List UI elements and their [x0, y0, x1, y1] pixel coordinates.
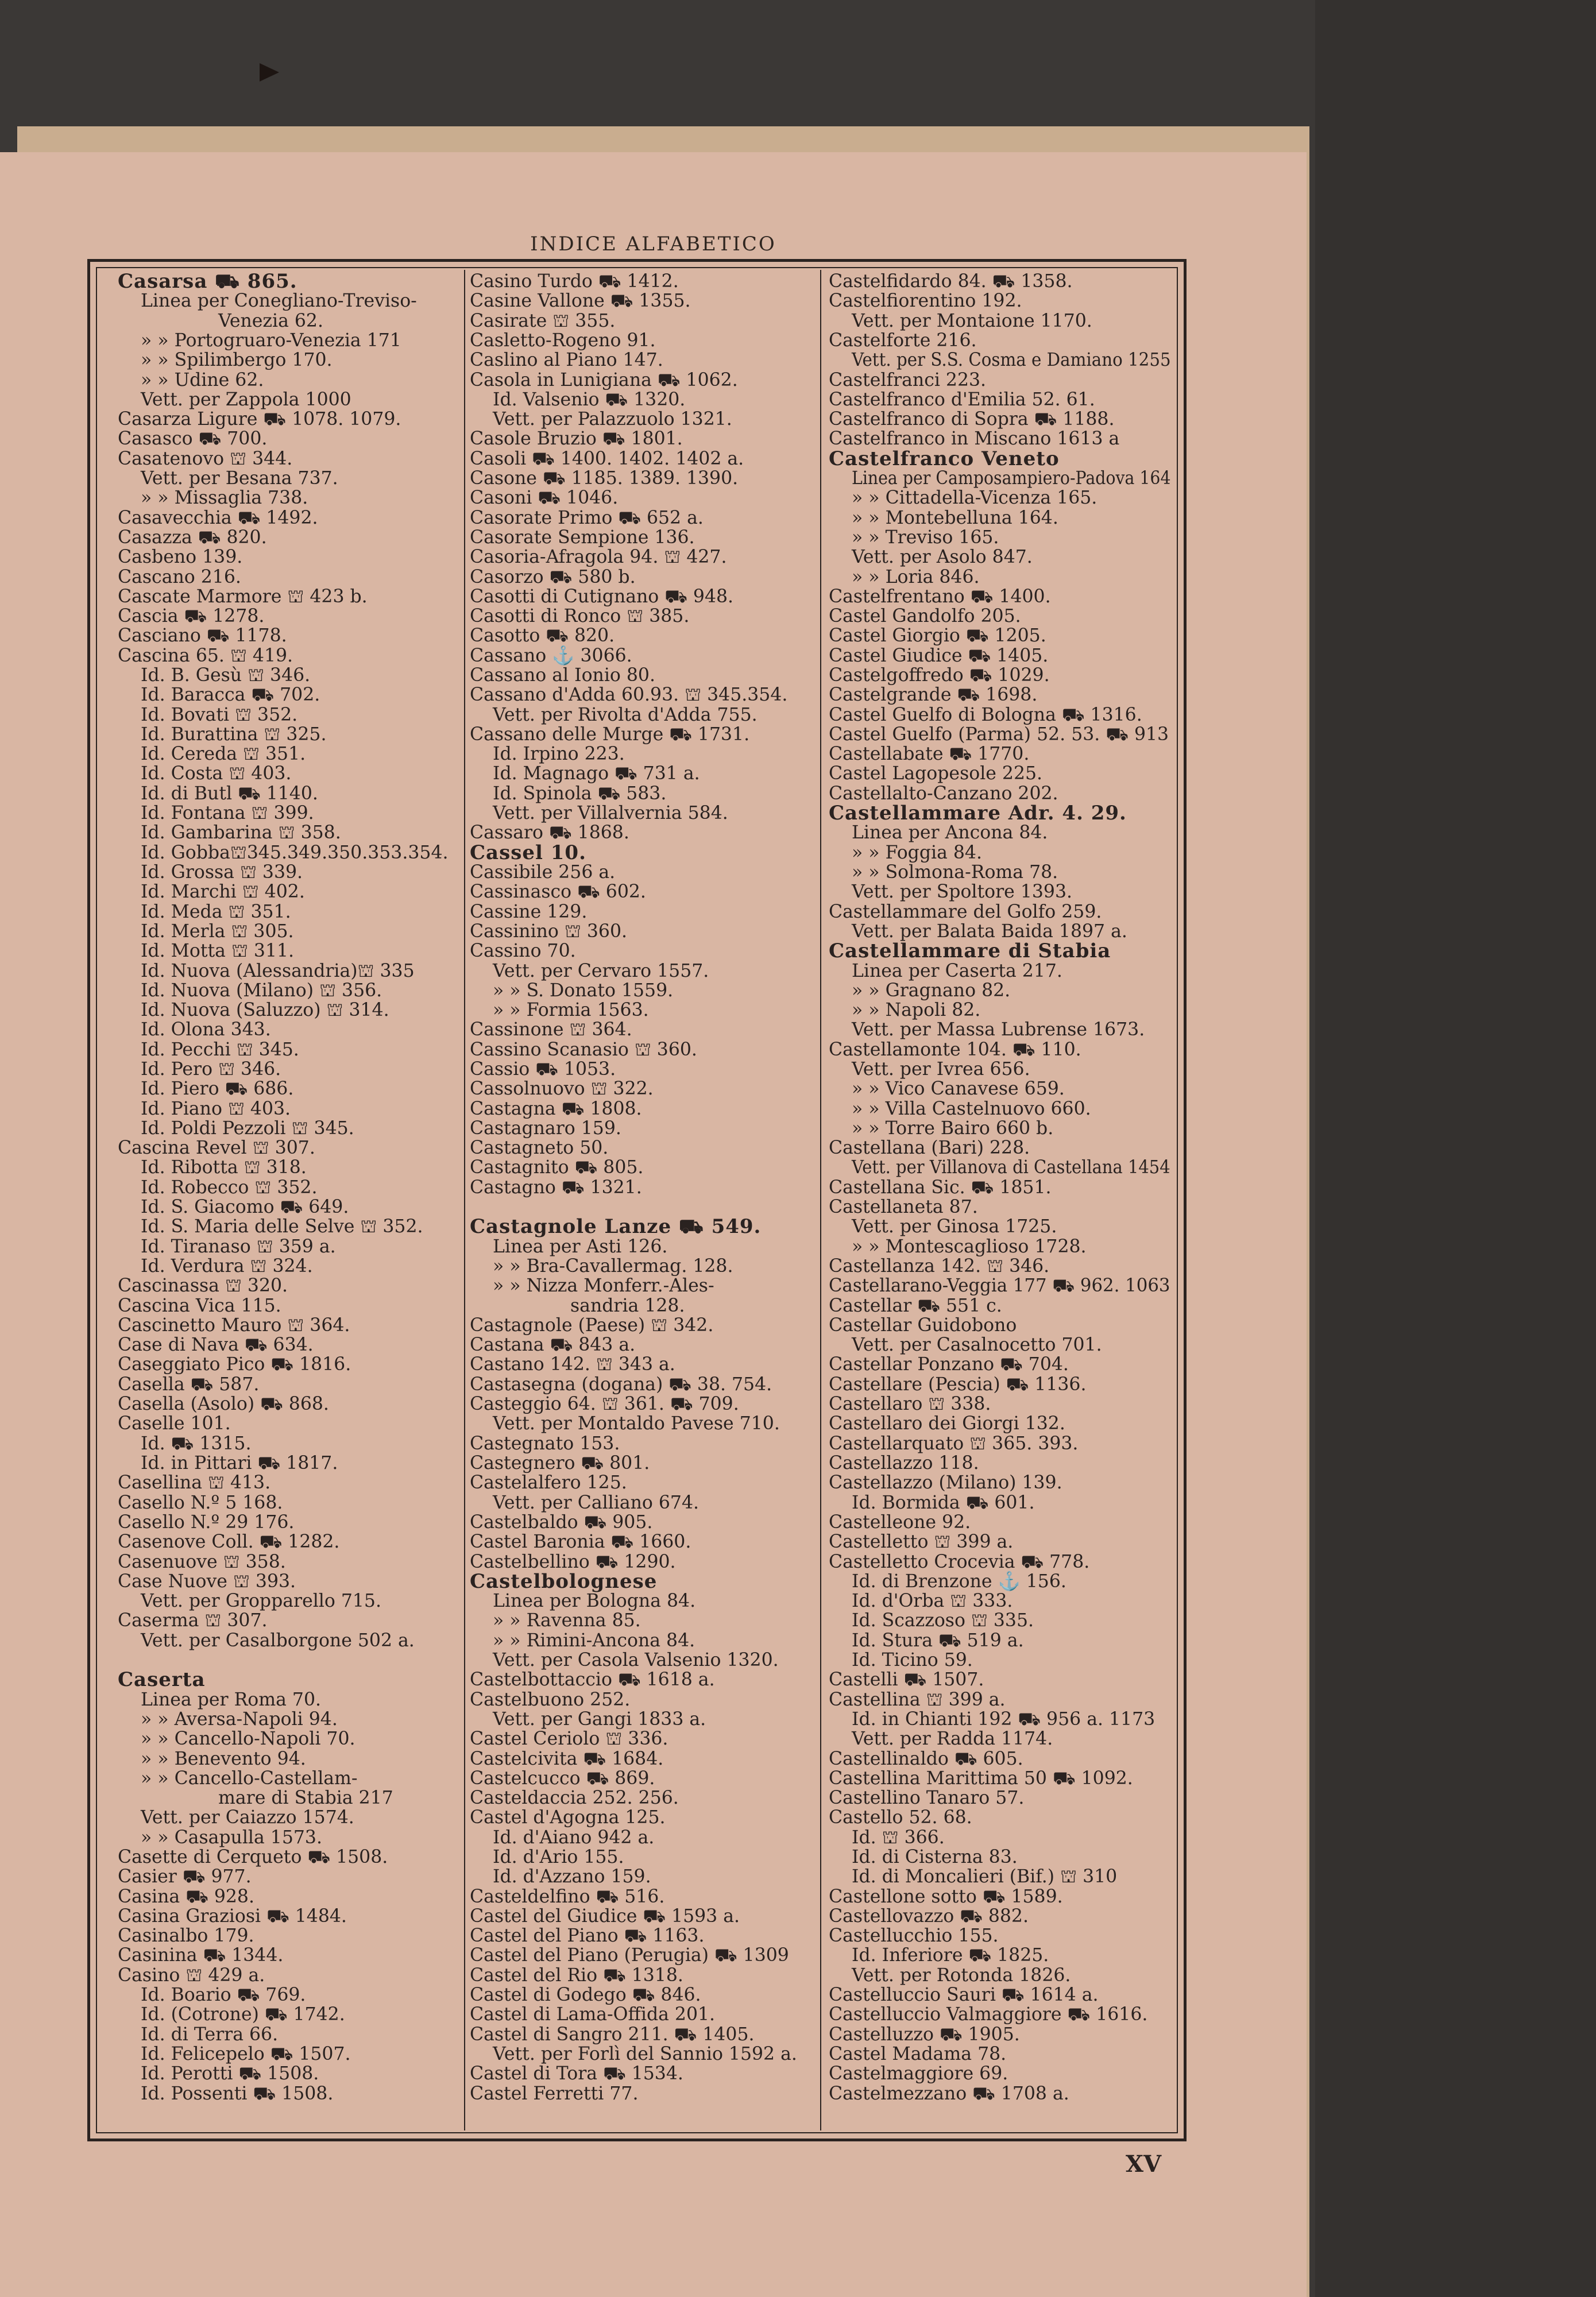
index-entry: Id. in Pittari ⛟ 1817. — [141, 1453, 338, 1474]
index-entry: Casorzo ⛟ 580 b. — [470, 567, 636, 587]
index-entry: Castel del Piano (Perugia) ⛟ 1309 — [470, 1945, 789, 1966]
index-entry: Casatenovo ⛫ 344. — [118, 448, 293, 469]
index-entry: Castelbottaccio ⛟ 1618 a. — [470, 1669, 715, 1690]
index-entry: Castelcucco ⛟ 869. — [470, 1768, 655, 1789]
index-entry: Castelbellino ⛟ 1290. — [470, 1552, 676, 1572]
index-entry: Castelbuono 252. — [470, 1689, 631, 1710]
index-entry: Castasegna (dogana) ⛟ 38. 754. — [470, 1374, 772, 1395]
index-entry: Casinalbo 179. — [118, 1925, 254, 1946]
index-entry: Castel Madama 78. — [829, 2044, 1007, 2064]
index-heading: Casarsa ⛟ 865. — [118, 270, 297, 293]
index-entry: Vett. per Villalvernia 584. — [493, 803, 728, 823]
index-entry: Cascinassa ⛫ 320. — [118, 1275, 288, 1296]
index-entry: Casina ⛟ 928. — [118, 1886, 254, 1907]
index-entry: Vett. per Palazzuolo 1321. — [493, 409, 732, 430]
index-entry: Casotto ⛟ 820. — [470, 625, 615, 646]
index-entry: Caslino al Piano 147. — [470, 350, 663, 370]
index-entry: Id. Costa ⛫ 403. — [141, 763, 292, 784]
index-entry: Castano 142. ⛫ 343 a. — [470, 1354, 675, 1375]
index-entry: Castelmaggiore 69. — [829, 2063, 1008, 2084]
index-entry: » » Torre Bairo 660 b. — [852, 1118, 1054, 1139]
index-entry: Linea per Ancona 84. — [852, 822, 1048, 843]
index-entry: Casello N.º 5 168. — [118, 1492, 283, 1513]
index-entry: Castelluccio Valmaggiore ⛟ 1616. — [829, 2004, 1148, 2025]
index-entry: » » Spilimbergo 170. — [141, 350, 333, 370]
index-entry: » » Villa Castelnuovo 660. — [852, 1099, 1091, 1119]
index-entry: Vett. per Ivrea 656. — [852, 1059, 1030, 1080]
index-column-3 — [829, 272, 1173, 2130]
index-entry: Cassino Scanasio ⛫ 360. — [470, 1039, 697, 1060]
index-entry: Castelletto Crocevia ⛟ 778. — [829, 1552, 1090, 1572]
index-entry: Casasco ⛟ 700. — [118, 428, 268, 449]
index-entry: Id. Cereda ⛫ 351. — [141, 744, 306, 764]
index-entry: Id. Verdura ⛫ 324. — [141, 1256, 313, 1277]
index-entry: » » Aversa-Napoli 94. — [141, 1709, 338, 1730]
index-entry: Castellammare del Golfo 259. — [829, 902, 1102, 922]
index-entry: Casinina ⛟ 1344. — [118, 1945, 284, 1966]
index-entry: Cascinetto Mauro ⛫ 364. — [118, 1315, 350, 1336]
index-entry: Id. Marchi ⛫ 402. — [141, 881, 305, 902]
index-entry: Caseggiato Pico ⛟ 1816. — [118, 1354, 351, 1375]
index-entry: Vett. per Casola Valsenio 1320. — [493, 1650, 779, 1670]
index-entry: Caselle 101. — [118, 1413, 231, 1434]
index-entry: Castelfranco d'Emilia 52. 61. — [829, 389, 1095, 410]
index-entry: Cascina Vica 115. — [118, 1296, 281, 1316]
index-entry: Castel di Godego ⛟ 846. — [470, 1985, 701, 2005]
index-entry: Castellina ⛫ 399 a. — [829, 1689, 1006, 1710]
index-entry: » » Montescaglioso 1728. — [852, 1236, 1087, 1257]
index-entry: Castel Giorgio ⛟ 1205. — [829, 625, 1046, 646]
index-heading: Castelbolognese — [470, 1570, 658, 1593]
index-entry: Id. Valsenio ⛟ 1320. — [493, 389, 686, 410]
index-entry: Casenuove ⛫ 358. — [118, 1552, 286, 1572]
index-entry: Castelfranci 223. — [829, 370, 987, 390]
index-entry: Id. Possenti ⛟ 1508. — [141, 2083, 334, 2104]
index-entry: Case di Nava ⛟ 634. — [118, 1335, 314, 1355]
index-entry: Castel Guelfo di Bologna ⛟ 1316. — [829, 705, 1142, 725]
index-entry: Castelleone 92. — [829, 1512, 971, 1533]
index-entry: Castegnato 153. — [470, 1433, 620, 1454]
index-entry: Castellana (Bari) 228. — [829, 1138, 1030, 1158]
index-entry: Id. di Cisterna 83. — [852, 1847, 1018, 1867]
index-entry: Vett. per Radda 1174. — [852, 1728, 1053, 1749]
index-entry: Casoni ⛟ 1046. — [470, 488, 619, 508]
index-entry: Id. Motta ⛫ 311. — [141, 941, 295, 961]
index-entry: Castellinaldo ⛟ 605. — [829, 1749, 1023, 1769]
index-entry: » » Cancello-Napoli 70. — [141, 1728, 355, 1749]
index-entry: Id. di Terra 66. — [141, 2024, 279, 2045]
index-entry: Id. d'Ario 155. — [493, 1847, 624, 1867]
index-entry: Castel d'Agogna 125. — [470, 1807, 666, 1828]
index-entry: Casteldaccia 252. 256. — [470, 1788, 679, 1808]
index-entry: Cassano d'Adda 60.93. ⛫ 345.354. — [470, 685, 788, 705]
index-entry: Cassolnuovo ⛫ 322. — [470, 1078, 654, 1099]
index-entry: Castelfidardo 84. ⛟ 1358. — [829, 271, 1073, 292]
index-entry: Id. Piano ⛫ 403. — [141, 1099, 291, 1119]
index-entry: Id. B. Gesù ⛫ 346. — [141, 665, 311, 686]
index-entry: Casazza ⛟ 820. — [118, 527, 267, 548]
index-entry: Cascia ⛟ 1278. — [118, 606, 265, 627]
index-entry: Id. Burattina ⛫ 325. — [141, 724, 327, 745]
index-entry: Castelli ⛟ 1507. — [829, 1669, 984, 1690]
index-entry: » » Loria 846. — [852, 567, 980, 587]
index-entry: Vett. per Caiazzo 1574. — [141, 1807, 354, 1828]
index-entry: Linea per Roma 70. — [141, 1689, 322, 1710]
index-entry: Castellarano-Veggia 177 ⛟ 962. 1063 — [829, 1275, 1170, 1296]
index-entry: Castellar Guidobono — [829, 1315, 1017, 1336]
index-entry: Casirate ⛫ 355. — [470, 311, 616, 331]
index-entry: Castelfranco di Sopra ⛟ 1188. — [829, 409, 1115, 430]
index-entry: Id. Poldi Pezzoli ⛫ 345. — [141, 1118, 354, 1139]
index-entry: Casola in Lunigiana ⛟ 1062. — [470, 370, 738, 390]
index-entry: Casletto-Rogeno 91. — [470, 330, 656, 351]
index-entry: Linea per Conegliano-Treviso- — [141, 291, 417, 311]
index-entry: Casavecchia ⛟ 1492. — [118, 508, 318, 528]
index-entry: Vett. per Casalnocetto 701. — [852, 1335, 1102, 1355]
index-entry: » » Portogruaro-Venezia 171 — [141, 330, 401, 351]
index-heading: Castellammare di Stabia — [829, 939, 1111, 962]
index-entry: Id. in Chianti 192 ⛟ 956 a. 1173 — [852, 1709, 1156, 1730]
index-entry: » » Gragnano 82. — [852, 980, 1011, 1001]
index-entry: Vett. per Besana 737. — [141, 468, 338, 489]
index-entry: Linea per Camposampiero-Padova 164 — [852, 468, 1171, 489]
index-entry: Vett. per Spoltore 1393. — [852, 881, 1073, 902]
index-entry: Castel del Giudice ⛟ 1593 a. — [470, 1906, 740, 1927]
index-entry: Id. Piero ⛟ 686. — [141, 1078, 294, 1099]
index-entry: Castellaneta 87. — [829, 1197, 978, 1217]
index-entry: Id. Pero ⛫ 346. — [141, 1059, 281, 1080]
index-entry: » » Cittadella-Vicenza 165. — [852, 488, 1098, 508]
index-entry: Casello N.º 29 176. — [118, 1512, 295, 1533]
index-entry: Id. Robecco ⛫ 352. — [141, 1177, 318, 1198]
index-entry: Vett. per Rivolta d'Adda 755. — [493, 705, 758, 725]
index-entry: Vett. per Gangi 1833 a. — [493, 1709, 706, 1730]
index-entry: Casette di Cerqueto ⛟ 1508. — [118, 1847, 388, 1867]
index-entry: Castel Ferretti 77. — [470, 2083, 639, 2104]
index-entry: » » Benevento 94. — [141, 1749, 306, 1769]
index-entry: » » Cancello-Castellam- — [141, 1768, 358, 1789]
index-entry: Casotti di Cutignano ⛟ 948. — [470, 586, 734, 607]
index-entry: » » Rimini-Ancona 84. — [493, 1630, 695, 1651]
index-entry: Caserma ⛫ 307. — [118, 1610, 268, 1631]
index-entry: Vett. per Forlì del Sannio 1592 a. — [493, 2044, 797, 2064]
index-entry: Castel Guelfo (Parma) 52. 53. ⛟ 913 — [829, 724, 1169, 745]
index-entry: Castel di Sangro 211. ⛟ 1405. — [470, 2024, 755, 2045]
index-entry: Id. Meda ⛫ 351. — [141, 902, 291, 922]
index-entry: Id. Olona 343. — [141, 1019, 271, 1040]
index-entry: Casenove Coll. ⛟ 1282. — [118, 1532, 340, 1552]
index-entry: Casellina ⛫ 413. — [118, 1472, 271, 1493]
index-entry: sandria 128. — [570, 1296, 685, 1316]
index-entry: Vett. per Balata Baida 1897 a. — [852, 921, 1127, 942]
index-entry: Id. di Brenzone ⚓ 156. — [852, 1571, 1066, 1592]
index-entry: Id. Ticino 59. — [852, 1650, 973, 1670]
index-entry: Castellana Sic. ⛟ 1851. — [829, 1177, 1052, 1198]
index-entry: » » Solmona-Roma 78. — [852, 862, 1058, 883]
index-entry: Castelluccio Sauri ⛟ 1614 a. — [829, 1985, 1099, 2005]
index-entry: » » Bra-Cavallermag. 128. — [493, 1256, 733, 1277]
index-entry: Castagno ⛟ 1321. — [470, 1177, 642, 1198]
index-entry: Vett. per Rotonda 1826. — [852, 1965, 1071, 1986]
index-entry: Vett. per Villanova di Castellana 1454 — [852, 1157, 1170, 1178]
index-entry: Cassano ⚓ 3066. — [470, 645, 632, 666]
column-divider — [464, 270, 465, 2130]
index-entry: Id. Boario ⛟ 769. — [141, 1985, 306, 2005]
index-entry: » » Vico Canavese 659. — [852, 1078, 1065, 1099]
index-entry: Castellabate ⛟ 1770. — [829, 744, 1030, 764]
index-entry: Castellalto-Canzano 202. — [829, 783, 1058, 804]
index-entry: Castellanza 142. ⛫ 346. — [829, 1256, 1050, 1277]
column-divider — [820, 270, 821, 2130]
index-entry: Castana ⛟ 843 a. — [470, 1335, 636, 1355]
index-entry: Casina Graziosi ⛟ 1484. — [118, 1906, 347, 1927]
index-entry: Cassibile 256 a. — [470, 862, 616, 883]
running-head: INDICE ALFABETICO — [530, 233, 776, 256]
index-entry: Casino Turdo ⛟ 1412. — [470, 271, 679, 292]
index-entry: Castellamonte 104. ⛟ 110. — [829, 1039, 1081, 1060]
index-entry: Castelgrande ⛟ 1698. — [829, 685, 1038, 705]
index-entry: Id. Nuova (Milano) ⛫ 356. — [141, 980, 382, 1001]
index-entry: Id. Grossa ⛫ 339. — [141, 862, 303, 883]
index-entry: Castellaro dei Giorgi 132. — [829, 1413, 1065, 1434]
index-entry: Id. Stura ⛟ 519 a. — [852, 1630, 1024, 1651]
index-entry: Id. (Cotrone) ⛟ 1742. — [141, 2004, 345, 2025]
index-entry: Id. Felicepelo ⛟ 1507. — [141, 2044, 351, 2064]
index-entry: » » Nizza Monferr.-Ales- — [493, 1275, 714, 1296]
index-entry: Castellaro ⛫ 338. — [829, 1394, 991, 1414]
index-column-1 — [118, 272, 462, 2130]
index-entry: Cassine 129. — [470, 902, 588, 922]
index-entry: Castellar ⛟ 551 c. — [829, 1296, 1002, 1316]
index-entry: » » Montebelluna 164. — [852, 508, 1058, 528]
index-entry: Linea per Asti 126. — [493, 1236, 668, 1257]
index-entry: Castagnito ⛟ 805. — [470, 1157, 644, 1178]
index-entry: Castel di Lama-Offida 201. — [470, 2004, 716, 2025]
index-entry: Castagneto 50. — [470, 1138, 609, 1158]
index-entry: Id. Ribotta ⛫ 318. — [141, 1157, 307, 1178]
ink-spot-mark — [260, 63, 279, 82]
index-entry: Vett. per Casalborgone 502 a. — [141, 1630, 415, 1651]
index-entry: » » Missaglia 738. — [141, 488, 308, 508]
index-entry: Casorate Sempione 136. — [470, 527, 695, 548]
index-entry: Castel Gandolfo 205. — [829, 606, 1021, 627]
index-entry: » » Ravenna 85. — [493, 1610, 641, 1631]
index-entry: Vett. per Massa Lubrense 1673. — [852, 1019, 1145, 1040]
index-entry: Vett. per S.S. Cosma e Damiano 1255 — [852, 350, 1171, 370]
index-entry: Castellare (Pescia) ⛟ 1136. — [829, 1374, 1087, 1395]
index-entry: Id. di Butl ⛟ 1140. — [141, 783, 318, 804]
index-entry: Cascina 65. ⛫ 419. — [118, 645, 293, 666]
index-entry: Castel del Piano ⛟ 1163. — [470, 1925, 705, 1946]
index-entry: Castello 52. 68. — [829, 1807, 972, 1828]
index-entry: Castagna ⛟ 1808. — [470, 1099, 642, 1119]
index-entry: Casella ⛟ 587. — [118, 1374, 260, 1395]
index-entry: Casteldelfino ⛟ 516. — [470, 1886, 665, 1907]
index-entry: Castellucchio 155. — [829, 1925, 999, 1946]
index-entry: Cascina Revel ⛫ 307. — [118, 1138, 315, 1158]
index-entry: Cassano delle Murge ⛟ 1731. — [470, 724, 750, 745]
index-entry: Castagnole (Paese) ⛫ 342. — [470, 1315, 714, 1336]
index-entry: Castelbaldo ⛟ 905. — [470, 1512, 653, 1533]
index-entry: Id. Scazzoso ⛫ 335. — [852, 1610, 1034, 1631]
index-entry: Id. Fontana ⛫ 399. — [141, 803, 314, 823]
index-entry: Castelforte 216. — [829, 330, 977, 351]
index-entry: Id. Pecchi ⛫ 345. — [141, 1039, 299, 1060]
index-entry: Id. Gobba⛫345.349.350.353.354. — [141, 842, 449, 863]
index-entry: Castelfiorentino 192. — [829, 291, 1022, 311]
index-entry: Castel Giudice ⛟ 1405. — [829, 645, 1049, 666]
index-entry: Vett. per Zappola 1000 — [141, 389, 351, 410]
index-entry: Id. d'Aiano 942 a. — [493, 1827, 655, 1848]
index-entry: Id. di Moncalieri (Bif.) ⛫ 310 — [852, 1866, 1118, 1887]
index-entry: Castel Baronia ⛟ 1660. — [470, 1532, 691, 1552]
index-entry: Id. Perotti ⛟ 1508. — [141, 2063, 319, 2084]
index-entry: Id. Gambarina ⛫ 358. — [141, 822, 341, 843]
index-entry: » » Formia 1563. — [493, 1000, 649, 1020]
index-entry: Casotti di Ronco ⛫ 385. — [470, 606, 690, 627]
index-entry: Casella (Asolo) ⛟ 868. — [118, 1394, 329, 1414]
index-entry: Id. Nuova (Alessandria)⛫ 335 — [141, 961, 415, 981]
index-entry: » » Udine 62. — [141, 370, 264, 390]
index-entry: Id. ⛟ 1315. — [141, 1433, 252, 1454]
index-entry: Castagnaro 159. — [470, 1118, 621, 1139]
index-entry: Id. Bovati ⛫ 352. — [141, 705, 298, 725]
index-entry: Vett. per Montaldo Pavese 710. — [493, 1413, 780, 1434]
index-entry: Castelmezzano ⛟ 1708 a. — [829, 2083, 1069, 2104]
index-heading: Castellammare Adr. 4. 29. — [829, 802, 1127, 825]
index-entry: Casone ⛟ 1185. 1389. 1390. — [470, 468, 739, 489]
index-entry: Id. Merla ⛫ 305. — [141, 921, 294, 942]
index-entry: Casine Vallone ⛟ 1355. — [470, 291, 691, 311]
index-entry: Castelfranco in Miscano 1613 a — [829, 428, 1120, 449]
index-entry: Castelletto ⛫ 399 a. — [829, 1532, 1014, 1552]
index-entry: Venezia 62. — [218, 311, 323, 331]
index-entry: Cassinone ⛫ 364. — [470, 1019, 632, 1040]
index-entry: Castelalfero 125. — [470, 1472, 627, 1493]
index-entry: Id. Bormida ⛟ 601. — [852, 1492, 1035, 1513]
index-entry: Id. Magnago ⛟ 731 a. — [493, 763, 700, 784]
index-entry: Cassaro ⛟ 1868. — [470, 822, 629, 843]
page-number: XV — [1126, 2151, 1162, 2178]
index-heading: Caserta — [118, 1668, 206, 1691]
index-entry: Castellino Tanaro 57. — [829, 1788, 1025, 1808]
index-entry: Cassano al Ionio 80. — [470, 665, 655, 686]
index-entry: Castel Ceriolo ⛫ 336. — [470, 1728, 668, 1749]
index-entry: Casbeno 139. — [118, 547, 243, 567]
index-entry: Cassio ⛟ 1053. — [470, 1059, 616, 1080]
index-entry: Vett. per Asolo 847. — [852, 547, 1033, 567]
index-entry: Castellarquato ⛫ 365. 393. — [829, 1433, 1079, 1454]
index-entry: Id. Irpino 223. — [493, 744, 625, 764]
index-entry: » » Napoli 82. — [852, 1000, 981, 1020]
index-heading: Castagnole Lanze ⛟ 549. — [470, 1215, 762, 1238]
index-entry: Casarza Ligure ⛟ 1078. 1079. — [118, 409, 401, 430]
index-entry: Cassinino ⛫ 360. — [470, 921, 628, 942]
index-heading: Castelfranco Veneto — [829, 447, 1060, 470]
index-entry: Castelluzzo ⛟ 1905. — [829, 2024, 1020, 2045]
index-entry: Castellina Marittima 50 ⛟ 1092. — [829, 1768, 1133, 1789]
index-entry: Casole Bruzio ⛟ 1801. — [470, 428, 683, 449]
index-entry: Casciano ⛟ 1178. — [118, 625, 287, 646]
index-entry: Casoria-Afragola 94. ⛫ 427. — [470, 547, 727, 567]
index-entry: Vett. per Montaione 1170. — [852, 311, 1092, 331]
index-entry: Castelcivita ⛟ 1684. — [470, 1749, 664, 1769]
index-entry: Id. Nuova (Saluzzo) ⛫ 314. — [141, 1000, 389, 1020]
index-entry: » » Foggia 84. — [852, 842, 982, 863]
index-entry: Casoli ⛟ 1400. 1402. 1402 a. — [470, 448, 744, 469]
index-heading: Cassel 10. — [470, 841, 586, 864]
index-column-2 — [470, 272, 814, 2130]
index-entry: Cascate Marmore ⛫ 423 b. — [118, 586, 368, 607]
index-entry: Casorate Primo ⛟ 652 a. — [470, 508, 704, 528]
index-entry: Vett. per Cervaro 1557. — [493, 961, 709, 981]
book-page — [0, 152, 1307, 2297]
index-entry: Vett. per Gropparello 715. — [141, 1591, 381, 1611]
index-entry: Castellazzo (Milano) 139. — [829, 1472, 1062, 1493]
index-entry: Cassinasco ⛟ 602. — [470, 881, 646, 902]
index-entry: Castellar Ponzano ⛟ 704. — [829, 1354, 1069, 1375]
index-entry: Id. Baracca ⛟ 702. — [141, 685, 320, 705]
index-entry: Id. d'Orba ⛫ 333. — [852, 1591, 1013, 1611]
index-entry: Castegnero ⛟ 801. — [470, 1453, 650, 1474]
index-entry: Id. Tiranaso ⛫ 359 a. — [141, 1236, 336, 1257]
index-entry: Vett. per Calliano 674. — [493, 1492, 700, 1513]
index-entry: Id. d'Azzano 159. — [493, 1866, 651, 1887]
index-entry: Linea per Caserta 217. — [852, 961, 1062, 981]
index-entry: Cassino 70. — [470, 941, 576, 961]
index-entry: Id. ⛫ 366. — [852, 1827, 945, 1848]
index-entry: » » S. Donato 1559. — [493, 980, 674, 1001]
index-entry: Castellovazzo ⛟ 882. — [829, 1906, 1029, 1927]
index-entry: Casteggio 64. ⛫ 361. ⛟ 709. — [470, 1394, 739, 1414]
index-entry: Casino ⛫ 429 a. — [118, 1965, 265, 1986]
index-entry: Casier ⛟ 977. — [118, 1866, 252, 1887]
index-entry: Cascano 216. — [118, 567, 241, 587]
index-entry: Castellazzo 118. — [829, 1453, 979, 1474]
index-entry: Id. Spinola ⛟ 583. — [493, 783, 667, 804]
index-entry: Id. Inferiore ⛟ 1825. — [852, 1945, 1049, 1966]
index-entry: Castel Lagopesole 225. — [829, 763, 1043, 784]
index-entry: Id. S. Giacomo ⛟ 649. — [141, 1197, 349, 1217]
index-entry: Id. S. Maria delle Selve ⛫ 352. — [141, 1216, 423, 1237]
index-entry: » » Treviso 165. — [852, 527, 999, 548]
index-entry: mare di Stabia 217 — [218, 1788, 393, 1808]
index-entry: Castelfrentano ⛟ 1400. — [829, 586, 1051, 607]
index-entry: Castellone sotto ⛟ 1589. — [829, 1886, 1063, 1907]
index-entry: Vett. per Ginosa 1725. — [852, 1216, 1057, 1237]
index-entry: Castel del Rio ⛟ 1318. — [470, 1965, 683, 1986]
index-entry: Castel di Tora ⛟ 1534. — [470, 2063, 683, 2084]
index-entry: » » Casapulla 1573. — [141, 1827, 322, 1848]
index-entry: Linea per Bologna 84. — [493, 1591, 696, 1611]
index-entry: Castelgoffredo ⛟ 1029. — [829, 665, 1050, 686]
index-entry: Case Nuove ⛫ 393. — [118, 1571, 296, 1592]
